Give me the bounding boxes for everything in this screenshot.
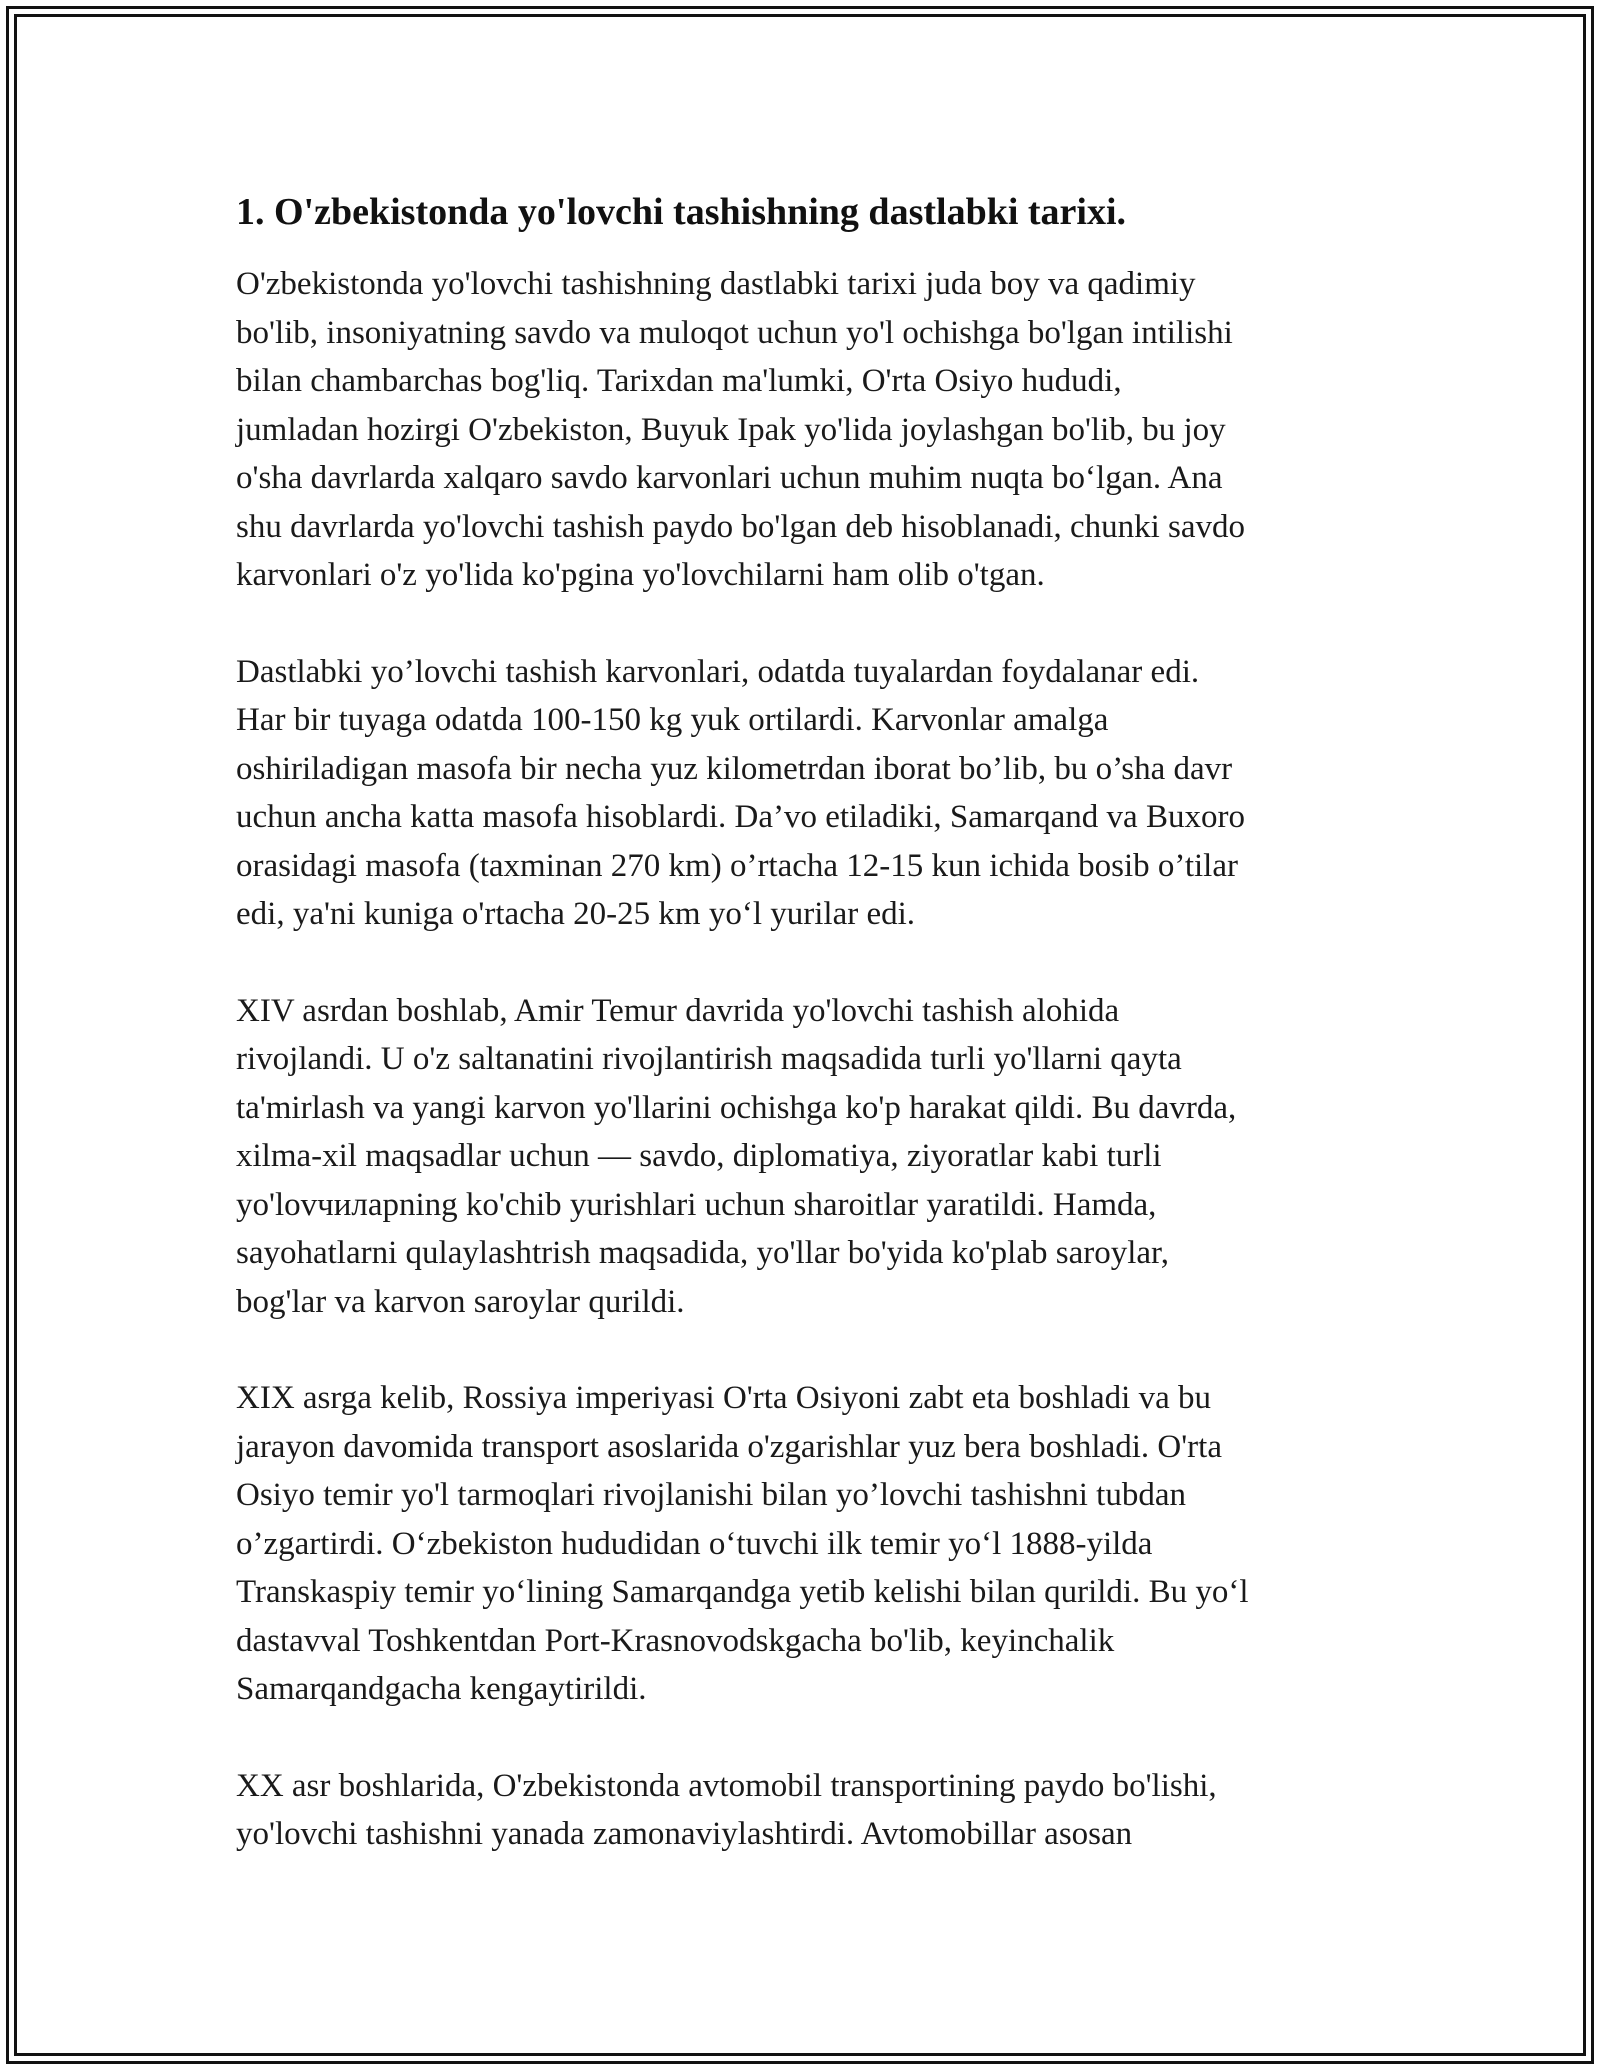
paragraph-1: O'zbekistonda yo'lovchi tashishning dastlabki tarixi juda boy va qadimiy bo'lib, insoniyatning savdo va muloqot uchun yo'l ochishga bo'lgan intilishi bilan chambarchas bog'liq. Tarixdan ma'lumki, O'rta Osiyo hududi, jumladan hozirgi O'zbekiston, Buyuk Ipak yo'lida joylashgan bo'lib, bu joy o'sha davrlarda xalqaro savdo karvonlari uchun muhim nuqta bo‘lgan. Ana shu davrlarda yo'lovchi tashish paydo bo'lgan deb hisoblanadi, chunki savdo karvonlari o'z yo'lida ko'pgina yo'lovchilarni ham olib o'tgan. (236, 266, 1246, 593)
paragraph-5: XX asr boshlarida, O'zbekistonda avtomobil transportining paydo bo'lishi, yo'lovchi tashishni yanada zamonaviylashtirdi. Avtomobillar asosan (236, 1767, 1217, 1852)
document-title: 1. O'zbekistonda yo'lovchi tashishning dastlabki tarixi. (236, 191, 1127, 233)
paragraph-2: Dastlabki yo’lovchi tashish karvonlari, odatda tuyalardan foydalanar edi. Har bir tuyaga odatda 100-150 kg yuk ortilardi. Karvonlar amalga oshiriladigan masofa bir necha yuz kilometrdan iborat bo’lib, bu o’sha davr uchun ancha katta masofa hisoblardi. Da’vo etiladiki, Samarqand va Buxoro orasidagi masofa (taxminan 270 km) o’rtacha 12-15 kun ichida bosib o’tilar edi, ya'ni kuniga o'rtacha 20-25 km yo‘l yurilar edi. (236, 653, 1245, 932)
document-body (236, 188, 1376, 1859)
paragraph-3: XIV asrdan boshlab, Amir Temur davrida yo'lovchi tashish alohida rivojlandi. U o'z saltanatini rivojlantirish maqsadida turli yo'llarni qayta ta'mirlash va yangi karvon yo'llarini ochishga ko'p harakat qildi. Bu davrda, xilma-xil maqsadlar uchun — savdo, diplomatiya, ziyoratlar kabi turli yo'lovчиларning ko'chib yurishlari uchun sharoitlar yaratildi. Hamda, sayohatlarni qulaylashtrish maqsadida, yo'llar bo'yida ko'plab saroylar, bog'lar va karvon saroylar qurildi. (236, 992, 1237, 1320)
paragraph-4: XIX asrga kelib, Rossiya imperiyasi O'rta Osiyoni zabt eta boshladi va bu jarayon davomida transport asoslarida o'zgarishlar yuz bera boshladi. O'rta Osiyo temir yo'l tarmoqlari rivojlanishi bilan yo’lovchi tashishni tubdan o’zgartirdi. O‘zbekiston hududidan o‘tuvchi ilk temir yo‘l 1888-yilda Transkaspiy temir yo‘lining Samarqandga yetib kelishi bilan qurildi. Bu yo‘l dastavval Toshkentdan Port-Krasnovodskgacha bo'lib, keyinchalik Samarqandgacha kengaytirildi. (236, 1380, 1249, 1707)
